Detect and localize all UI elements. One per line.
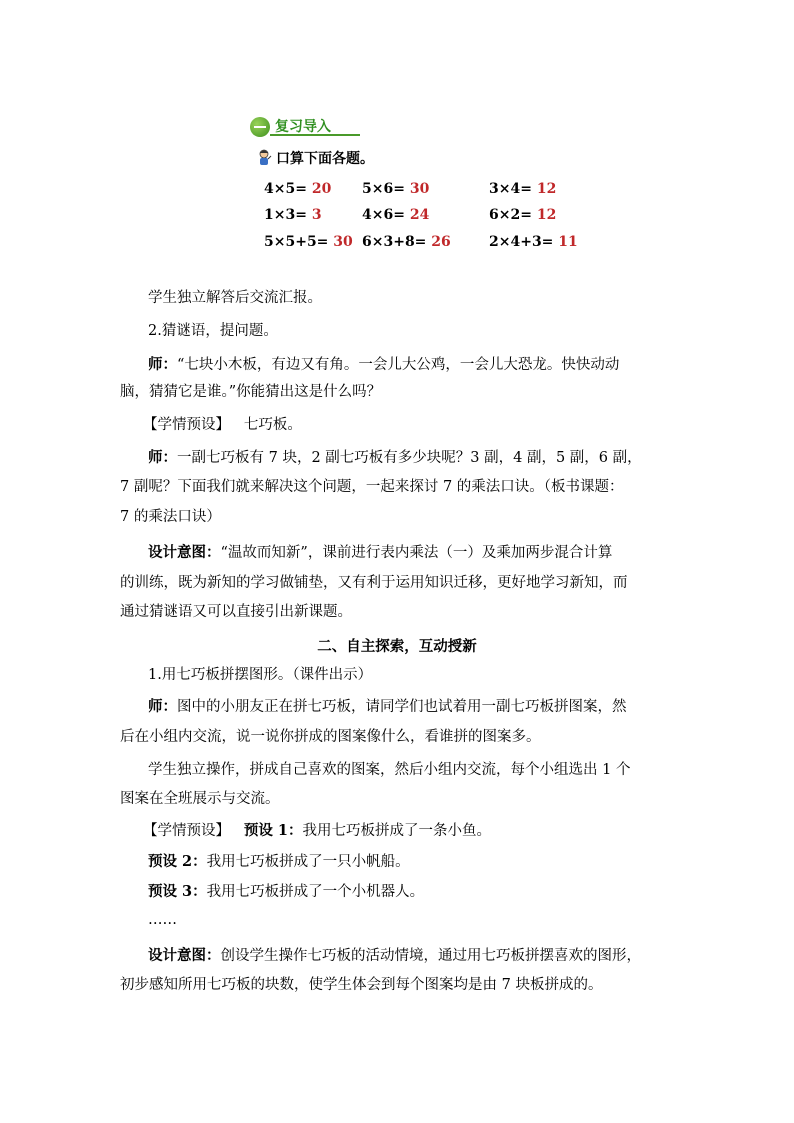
oral-heading-text: 口算下面各题。	[276, 151, 374, 167]
paragraph: 师：“七块小木板，有边又有角。一会儿大公鸡，一会儿大恐龙。快快动动	[148, 356, 620, 373]
paragraph: 通过猜谜语又可以直接引出新课题。	[120, 604, 352, 620]
student-icon	[256, 149, 272, 167]
paragraph: 后在小组内交流，说一说你拼成的图案像什么，看谁拼的图案多。	[120, 729, 541, 745]
paragraph: 【学情预设】 预设 1：我用七巧板拼成了一条小鱼。	[143, 822, 491, 839]
paragraph: 师：图中的小朋友正在拼七巧板，请同学们也试着用一副七巧板拼图案，然	[148, 698, 627, 715]
calc-item: 4×6= 24	[362, 207, 430, 223]
paragraph: 师：一副七巧板有 7 块，2 副七巧板有多少块呢？3 副，4 副，5 副，6 副，	[148, 449, 642, 466]
paragraph: 设计意图：“温故而知新”，课前进行表内乘法（一）及乘加两步混合计算	[148, 544, 613, 561]
paragraph: 7 的乘法口诀）	[120, 509, 221, 525]
section-title: 复习导入	[275, 119, 331, 135]
paragraph: ……	[148, 912, 177, 928]
calc-item: 2×4+3= 11	[489, 234, 578, 250]
paragraph: 预设 3：我用七巧板拼成了一个小机器人。	[148, 883, 425, 900]
paragraph: 学生独立解答后交流汇报。	[148, 290, 322, 306]
section-two-title: 二、自主探索，互动授新	[317, 638, 477, 655]
section-number-icon	[250, 117, 270, 137]
paragraph: 设计意图：创设学生操作七巧板的活动情境，通过用七巧板拼摆喜欢的图形，	[148, 947, 641, 964]
section-heading	[250, 116, 360, 138]
paragraph: 预设 2：我用七巧板拼成了一只小帆船。	[148, 853, 410, 870]
calc-item: 1×3= 3	[264, 207, 322, 223]
calc-item: 3×4= 12	[489, 181, 557, 197]
paragraph: 脑，猜猜它是谁。”你能猜出这是什么吗？	[120, 384, 382, 400]
calc-item: 5×5+5= 30	[264, 234, 353, 250]
paragraph: 7 副呢？下面我们就来解决这个问题，一起来探讨 7 的乘法口诀。（板书课题：	[120, 479, 624, 495]
calc-item: 5×6= 30	[362, 181, 430, 197]
paragraph: 的训练，既为新知的学习做铺垫，又有利于运用知识迁移，更好地学习新知，而	[120, 575, 628, 591]
oral-heading	[256, 148, 374, 168]
paragraph: 初步感知所用七巧板的块数，使学生体会到每个图案均是由 7 块板拼成的。	[120, 977, 603, 993]
calc-item: 6×2= 12	[489, 207, 557, 223]
calc-item: 4×5= 20	[264, 181, 332, 197]
paragraph: 学生独立操作，拼成自己喜欢的图案，然后小组内交流，每个小组选出 1 个	[148, 762, 631, 778]
paragraph: 【学情预设】 七巧板。	[143, 417, 302, 433]
calc-item: 6×3+8= 26	[362, 234, 451, 250]
paragraph: 1.用七巧板拼摆图形。（课件出示）	[148, 667, 373, 683]
paragraph: 图案在全班展示与交流。	[120, 791, 280, 807]
paragraph: 2.猜谜语，提问题。	[148, 323, 278, 339]
